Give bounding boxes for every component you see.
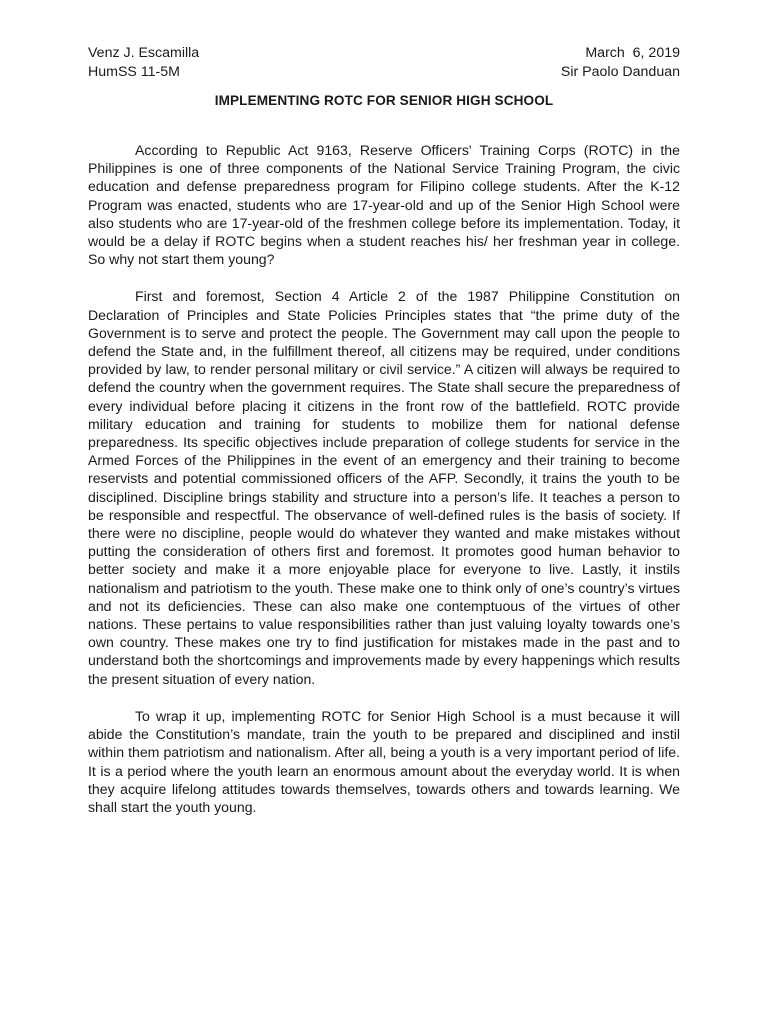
document-body bbox=[88, 141, 680, 816]
document-date: March 6, 2019 bbox=[585, 45, 680, 61]
author-name: Venz J. Escamilla bbox=[88, 45, 200, 61]
paragraph-conclusion: To wrap it up, implementing ROTC for Senior High School is a must because it will abide the Constitution’s mandate, train the youth to be prepared and disciplined and instil within them patriotism and nationalism. After all, being a youth is a very important period of life. It is a period where the youth learn an enormous amount about the everyday world. It is when they acquire lifelong attitudes towards themselves, towards others and towards learning. We shall start the youth young. bbox=[88, 707, 680, 815]
document-title: IMPLEMENTING ROTC FOR SENIOR HIGH SCHOOL bbox=[214, 93, 554, 108]
class-section: HumSS 11-5M bbox=[88, 64, 180, 80]
header-left bbox=[88, 44, 199, 82]
teacher-name: Sir Paolo Danduan bbox=[560, 64, 680, 80]
document-header bbox=[88, 44, 680, 82]
paragraph-body: First and foremost, Section 4 Article 2 of the 1987 Philippine Constitution on Declaration of Principles and State Policies Principles states that “the prime duty of the Government is to serve and protect the people. The Government may call upon the people to defend the State and, in the fulfillment thereof, all citizens may be required, under conditions provided by law, to render personal military or civil service.” A citizen will always be required to defend the country when the government requires. The State shall secure the preparedness of every individual before placing it citizens in the front row of the battlefield. ROTC provide military education and training for students to mobilize them for national defense preparedness. Its specific objectives include preparation of college students for service in the Armed Forces of the Philippines in the event of an emergency and their training to become reservists and potential commissioned officers of the AFP. Secondly, it trains the youth to be disciplined. Discipline brings stability and structure into a person’s life. It teaches a person to be responsible and respectful. The observance of well-defined rules is the basis of society. If there were no discipline, people would do whatever they wanted and make mistakes without putting the consideration of others first and foremost. It promotes good human behavior to better society and make it a more enjoyable place for everyone to live. Lastly, it instils nationalism and patriotism to the youth. These make one to think only of one’s country’s virtues and not its deficiencies. These can also make one contemptuous of the virtues of other nations. These pertains to value responsibilities rather than just valuing loyalty towards one’s own country. These makes one try to find justification for mistakes made in the past and to understand both the shortcomings and improvements made by every happenings which results the present situation of every nation. bbox=[88, 288, 680, 687]
header-right bbox=[561, 44, 680, 82]
paragraph-intro: According to Republic Act 9163, Reserve Officers' Training Corps (ROTC) in the Philippines is one of three components of the National Service Training Program, the civic education and defense preparedness program for Filipino college students. After the K-12 Program was enacted, students who are 17-year-old and up of the Senior High School were also students who are 17-year-old of the freshmen college before its implementation. Today, it would be a delay if ROTC begins when a student reaches his/ her freshman year in college. So why not start them young? bbox=[88, 142, 680, 268]
